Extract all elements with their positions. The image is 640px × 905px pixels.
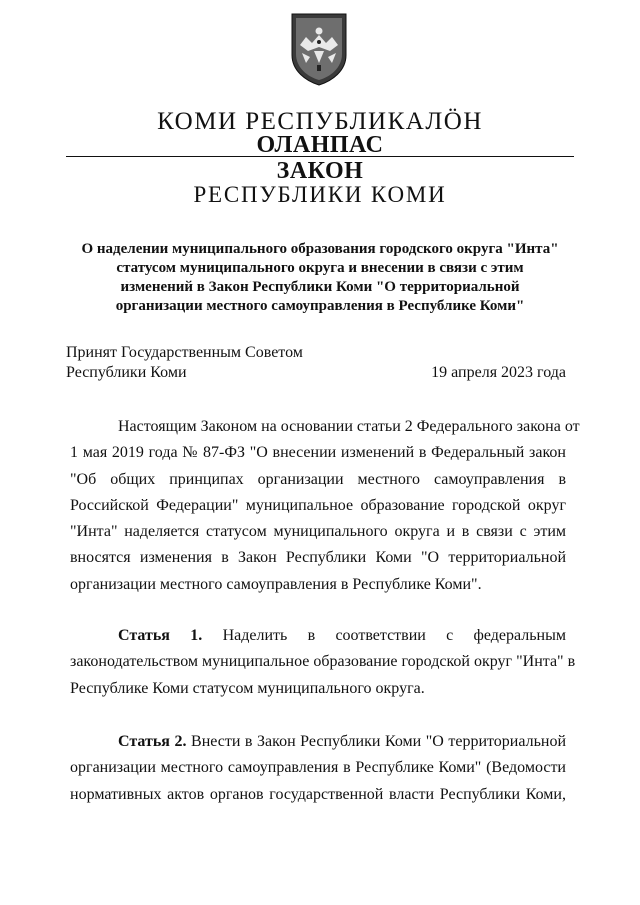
republic-komi-heading: РЕСПУБЛИКИ КОМИ bbox=[193, 182, 447, 207]
article-2-first-line bbox=[70, 729, 566, 755]
header-divider bbox=[66, 156, 574, 157]
preamble-paragraph bbox=[70, 414, 580, 598]
article-2 bbox=[70, 729, 566, 808]
article-2-text: Внести в Закон Республики Коми "О территориальной bbox=[191, 733, 566, 750]
olanpas-heading: ОЛАНПАС bbox=[256, 132, 384, 158]
article-1 bbox=[70, 623, 576, 702]
article-1-text: Наделить в соответствии с федеральным bbox=[222, 627, 566, 644]
paragraph-line: Российской Федерации" муниципальное образование городской округ bbox=[70, 496, 566, 514]
paragraph-line: законодательством муниципальное образование городской округ "Инта" в bbox=[70, 653, 576, 671]
paragraph-line: нормативных актов органов государственной власти Республики Коми, bbox=[70, 785, 566, 803]
article-1-first-line bbox=[70, 623, 566, 649]
article-2-label: Статья 2. bbox=[118, 733, 187, 750]
paragraph-line: Республике Коми статусом муниципального округа. bbox=[70, 679, 425, 697]
paragraph-line: "Инта" наделяется статусом муниципального округа и в связи с этим bbox=[70, 523, 566, 541]
paragraph-line: организации местного самоуправления в Республике Коми". bbox=[70, 575, 482, 593]
zakon-heading: ЗАКОН bbox=[276, 158, 364, 184]
adopted-by-line: Принят Государственным Советом bbox=[66, 344, 303, 361]
paragraph-line: Настоящим Законом на основании статьи 2 Федерального закона от bbox=[118, 418, 580, 435]
law-title-line: статусом муниципального округа и внесении в связи с этим bbox=[116, 260, 524, 276]
paragraph-line: 1 мая 2019 года № 87-ФЗ "О внесении изменений в Федеральный закон bbox=[70, 444, 566, 462]
paragraph-line: вносятся изменения в Закон Республики Коми "О территориальной bbox=[70, 549, 566, 567]
adopted-by-line-2: Республики Коми bbox=[66, 364, 187, 381]
komi-republic-heading: КОМИ РЕСПУБЛИКАЛÖН bbox=[157, 108, 483, 135]
paragraph-line: организации местного самоуправления в Республике Коми" (Ведомости bbox=[70, 759, 566, 777]
law-title bbox=[70, 240, 570, 316]
adoption-date: 19 апреля 2023 года bbox=[431, 364, 566, 381]
paragraph-line: "Об общих принципах организации местного самоуправления в bbox=[70, 470, 566, 488]
law-title-line: О наделении муниципального образования городского округа "Инта" bbox=[81, 241, 559, 257]
komi-coat-of-arms-emblem bbox=[288, 11, 350, 86]
article-1-label: Статья 1. bbox=[118, 627, 203, 644]
law-title-line: изменений в Закон Республики Коми "О территориальной bbox=[120, 279, 520, 295]
law-title-line: организации местного самоуправления в Республике Коми" bbox=[115, 298, 525, 314]
